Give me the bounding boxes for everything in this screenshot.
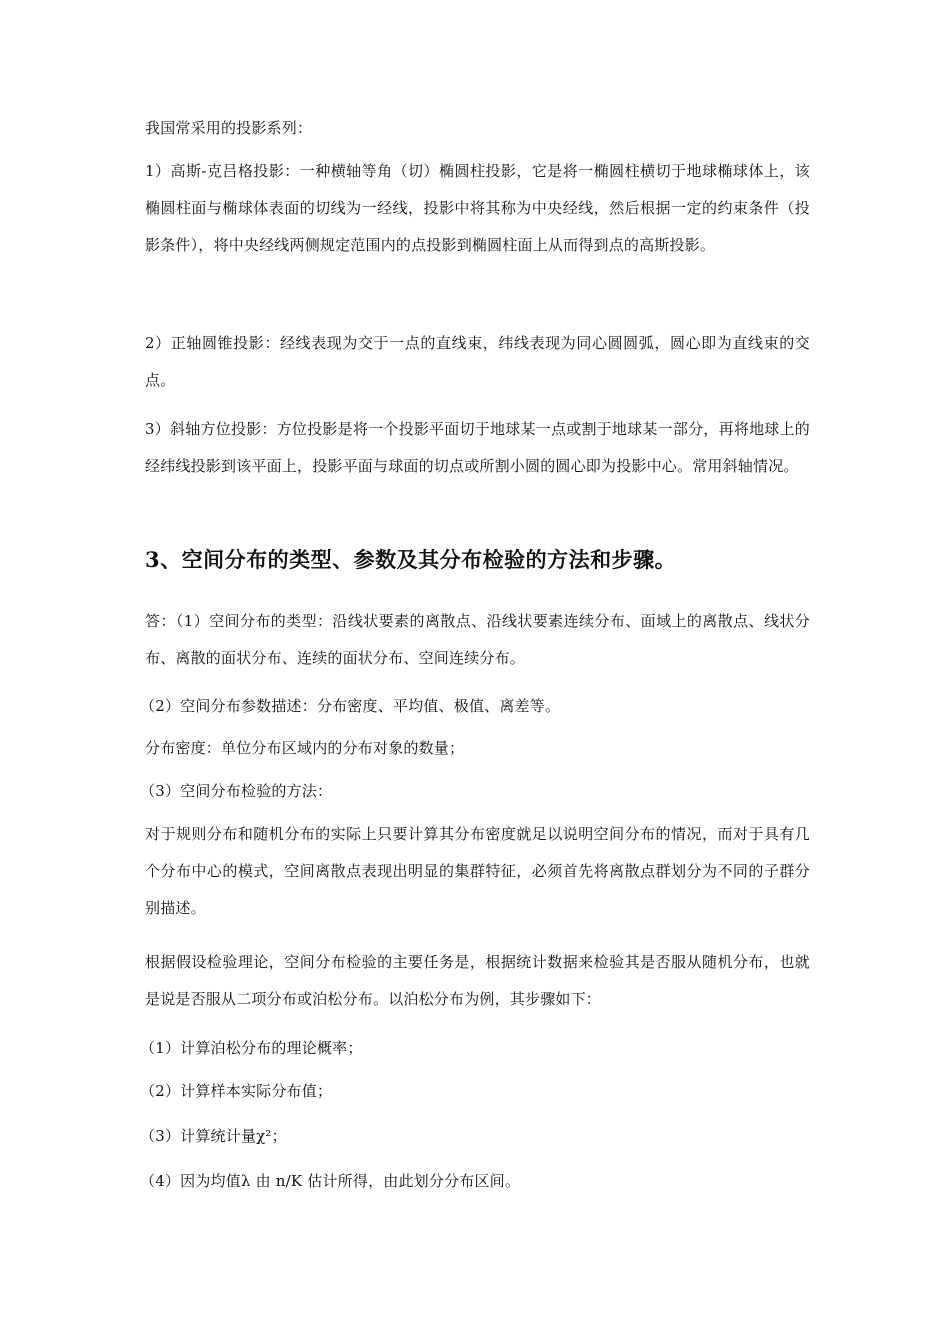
step-3: （3）计算统计量χ²； xyxy=(140,1127,287,1145)
projection-item-1: 1）高斯-克吕格投影：一种横轴等角（切）椭圆柱投影，它是将一椭圆柱横切于地球椭球体上，该椭圆柱面与椭球体表面的切线为一经线，投影中将其称为中央经线，然后根据一定的约束条件（投影条件），将中央经线两侧规定范围内的点投影到椭圆柱面上从而得到点的高斯投影。 xyxy=(145,162,810,254)
step-2: （2）计算样本实际分布值； xyxy=(140,1082,333,1100)
density-definition: 分布密度：单位分布区域内的分布对象的数量； xyxy=(145,739,465,757)
answer-part-1: 答：（1）空间分布的类型：沿线状要素的离散点、沿线状要素连续分布、面域上的离散点、线状分布、离散的面状分布、连续的面状分布、空间连续分布。 xyxy=(145,612,810,667)
answer-part-2: （2）空间分布参数描述：分布密度、平均值、极值、离差等。 xyxy=(140,697,561,715)
method-paragraph: 对于规则分布和随机分布的实际上只要计算其分布密度就足以说明空间分布的情况，而对于具有几个分布中心的模式，空间离散点表现出明显的集群特征，必须首先将离散点群划分为不同的子群分别描述。 xyxy=(145,825,810,917)
intro-text: 我国常采用的投影系列： xyxy=(145,119,313,137)
projection-item-2: 2）正轴圆锥投影：经线表现为交于一点的直线束，纬线表现为同心圆圆弧，圆心即为直线束的交点。 xyxy=(145,334,810,389)
step-4: （4）因为均值λ 由 n/K 估计所得，由此划分分布区间。 xyxy=(140,1172,521,1190)
projection-item-3: 3）斜轴方位投影：方位投影是将一个投影平面切于地球某一点或割于地球某一部分，再将地球上的经纬线投影到该平面上，投影平面与球面的切点或所割小圆的圆心即为投影中心。常用斜轴情况。 xyxy=(145,420,810,475)
step-1: （1）计算泊松分布的理论概率； xyxy=(140,1039,363,1057)
hypothesis-paragraph: 根据假设检验理论，空间分布检验的主要任务是，根据统计数据来检验其是否服从随机分布，也就是说是否服从二项分布或泊松分布。以泊松分布为例，其步骤如下： xyxy=(145,953,810,1008)
section-heading: 3、空间分布的类型、参数及其分布检验的方法和步骤。 xyxy=(145,547,677,572)
answer-part-3: （3）空间分布检验的方法： xyxy=(140,782,333,800)
